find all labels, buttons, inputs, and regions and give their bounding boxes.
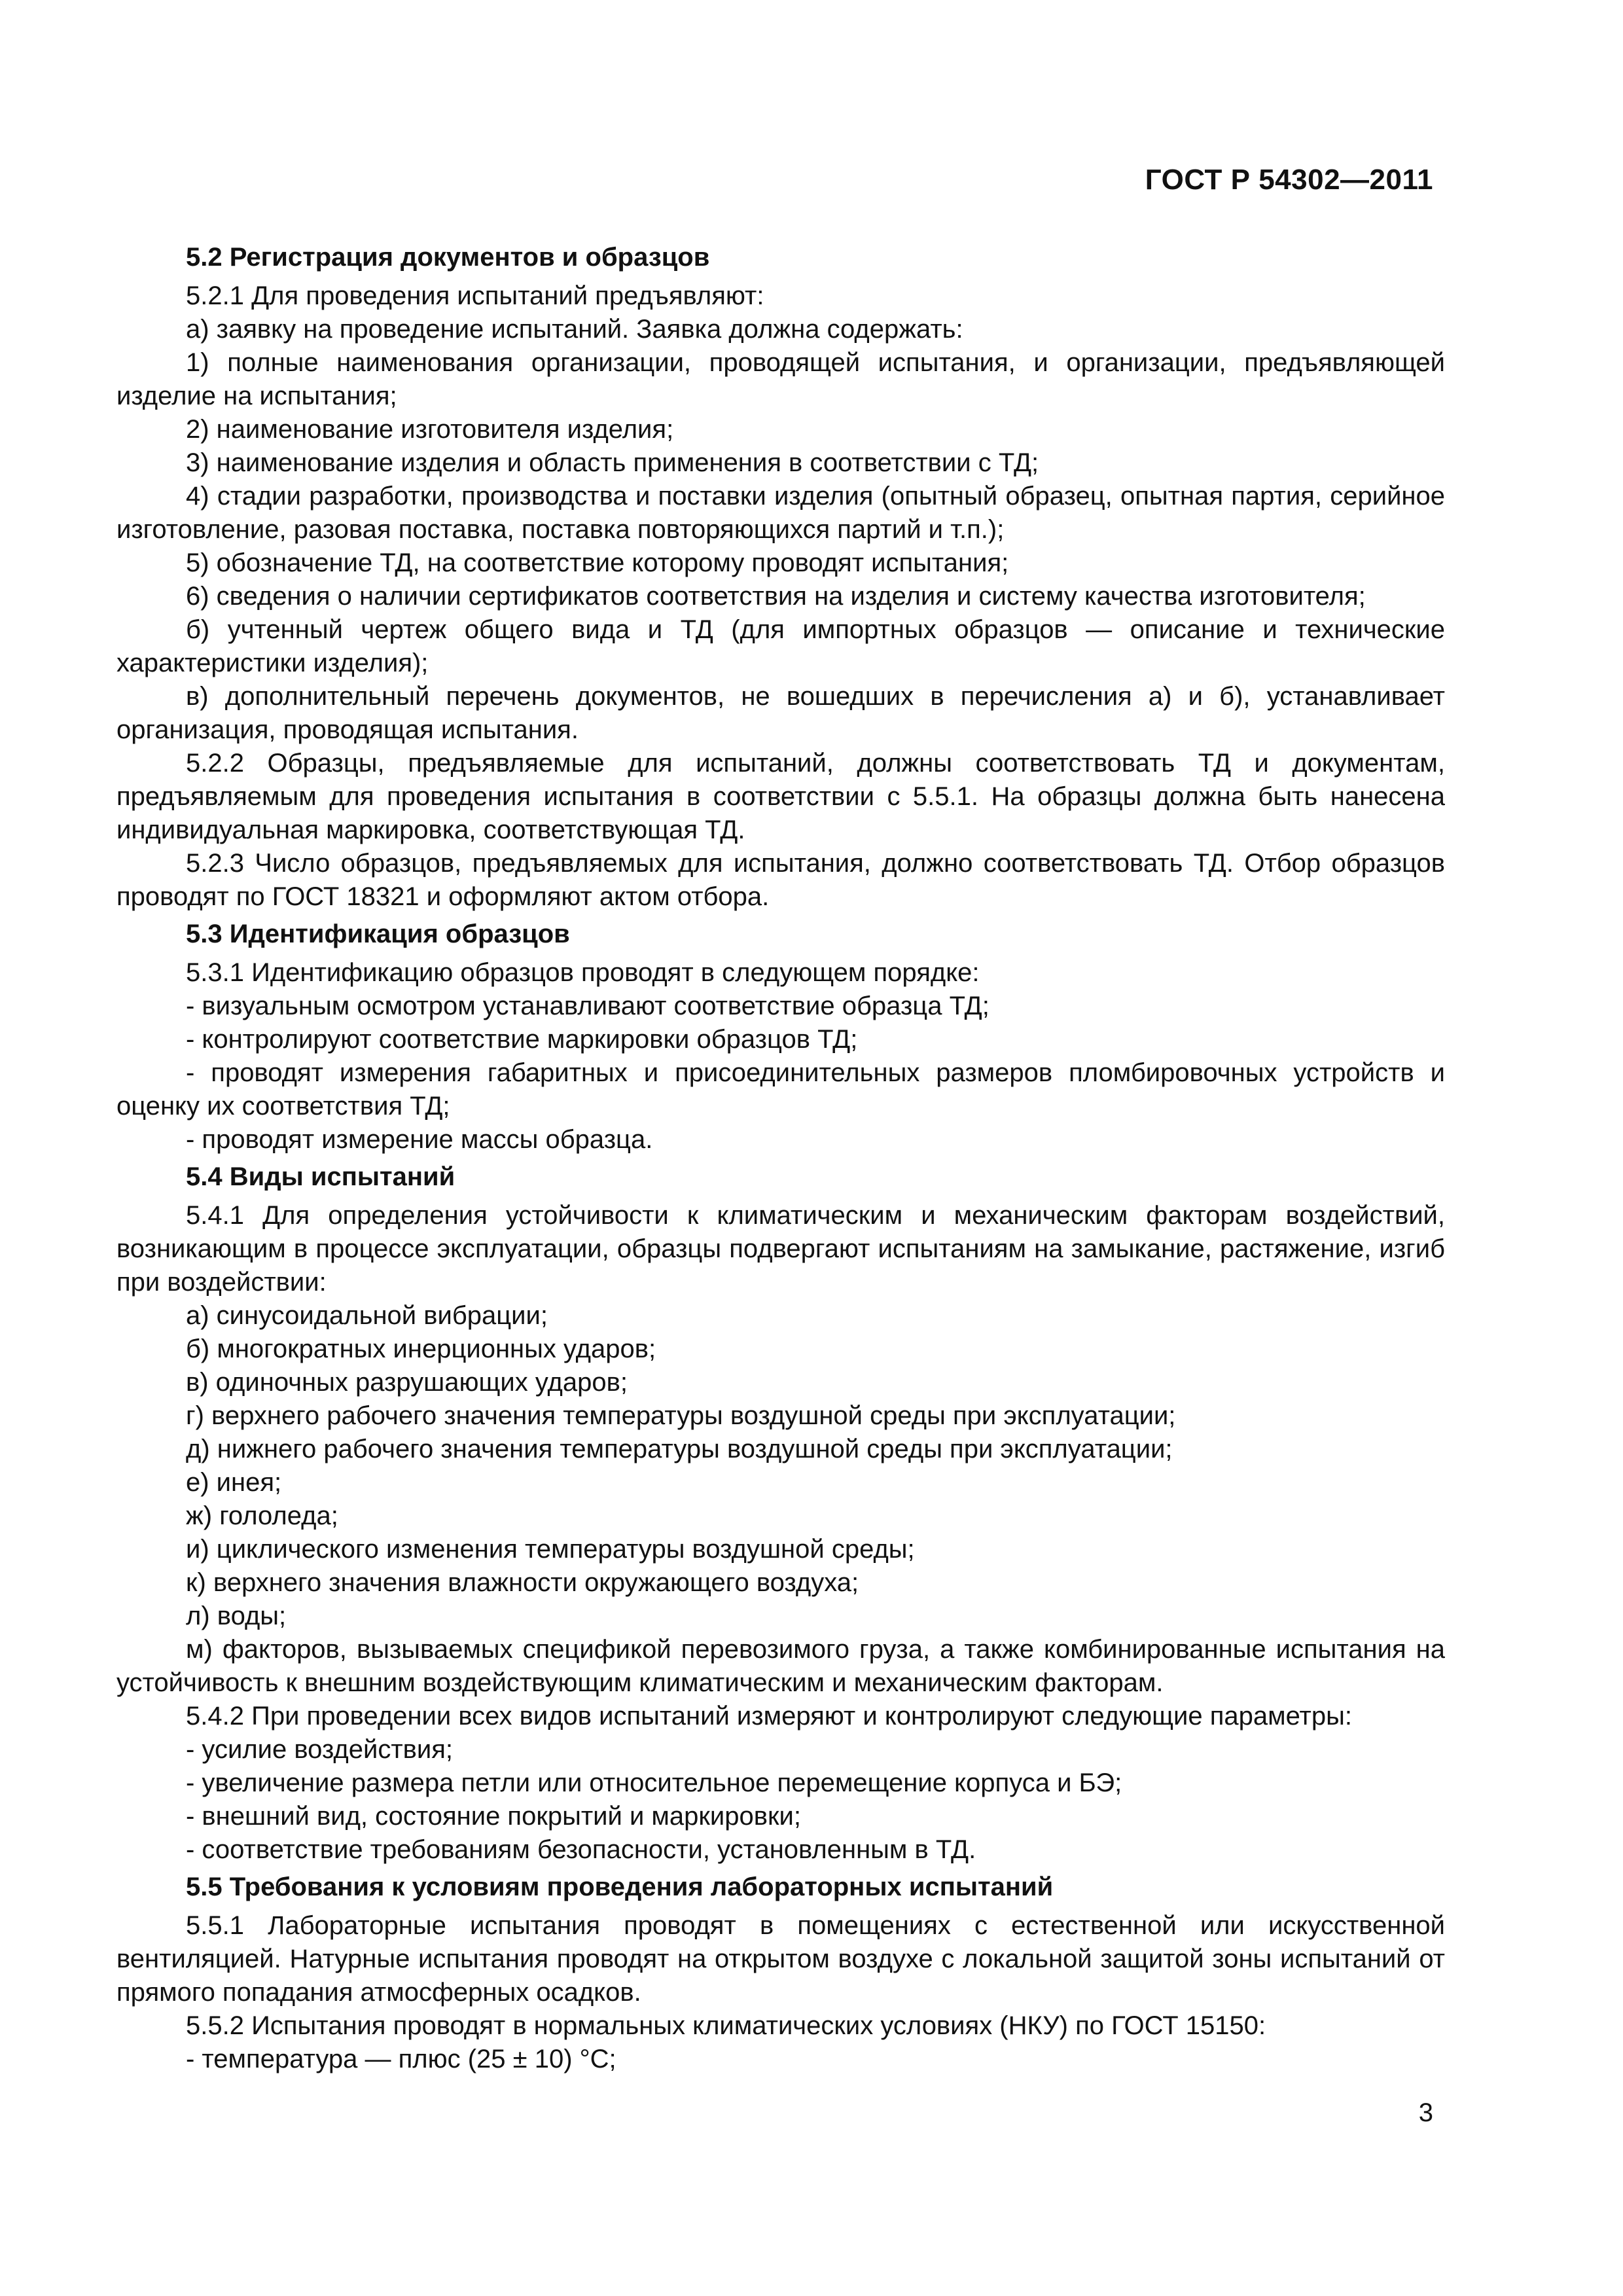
paragraph: - усилие воздействия; [186,1735,454,1764]
paragraph: 3) наименование изделия и область применения в соответствии с ТД; [186,448,1039,477]
paragraph: - увеличение размера петли или относительное перемещение корпуса и БЭ; [186,1768,1122,1797]
paragraph: а) синусоидальной вибрации; [186,1301,548,1330]
paragraph: 5.5.2 Испытания проводят в нормальных климатических условиях (НКУ) по ГОСТ 15150: [186,2011,1266,2040]
paragraph: 5.2.1 Для проведения испытаний предъявляют: [186,281,764,310]
paragraph: г) верхнего рабочего значения температуры воздушной среды при эксплуатации; [186,1401,1176,1430]
paragraph: 2) наименование изготовителя изделия; [186,415,674,444]
paragraph: д) нижнего рабочего значения температуры воздушной среды при эксплуатации; [186,1435,1173,1463]
paragraph: 5.2.3 Число образцов, предъявляемых для испытания, должно соответствовать ТД. Отбор образцов проводят по ГОСТ 18321 и оформляют актом отбора. [116,849,1445,911]
paragraph: 5.2.2 Образцы, предъявляемые для испытаний, должны соответствовать ТД и документам, предъявляемым для проведения испытания в соответствии с 5.5.1. На образцы должна быть нанесена индивидуальная маркировка, соответствующая ТД. [116,749,1445,844]
paragraph: - соответствие требованиям безопасности, установленным в ТД. [186,1835,976,1864]
paragraph: - проводят измерение массы образца. [186,1125,653,1154]
paragraph: в) дополнительный перечень документов, не вошедших в перечисления а) и б), устанавливает организация, проводящая испытания. [116,682,1445,744]
paragraph: и) циклического изменения температуры воздушной среды; [186,1535,915,1564]
paragraph: 5) обозначение ТД, на соответствие которому проводят испытания; [186,548,1009,577]
paragraph: в) одиночных разрушающих ударов; [186,1368,628,1397]
section-heading: 5.2 Регистрация документов и образцов [186,243,710,272]
page-body [116,237,1445,2076]
paragraph: 1) полные наименования организации, проводящей испытания, и организации, предъявляющей изделие на испытания; [116,348,1445,410]
paragraph: к) верхнего значения влажности окружающего воздуха; [186,1568,859,1597]
paragraph: - температура — плюс (25 ± 10) °С; [186,2045,616,2073]
paragraph: - контролируют соответствие маркировки образцов ТД; [186,1025,858,1054]
paragraph: ж) гололеда; [186,1501,338,1530]
paragraph: 5.4.1 Для определения устойчивости к климатическим и механическим факторам воздействий, возникающим в процессе эксплуатации, образцы подвергают испытаниям на замыкание, растяжение, изгиб при воздействии: [116,1201,1445,1297]
section-heading: 5.5 Требования к условиям проведения лабораторных испытаний [186,1873,1054,1901]
paragraph: б) многократных инерционных ударов; [186,1335,656,1363]
paragraph: 5.5.1 Лабораторные испытания проводят в помещениях с естественной или искусственной вентиляцией. Натурные испытания проводят на открытом воздухе с локальной защитой зоны испытаний от прямого попадания атмосферных осадков. [116,1911,1445,2007]
paragraph: - визуальным осмотром устанавливают соответствие образца ТД; [186,992,990,1020]
paragraph: 6) сведения о наличии сертификатов соответствия на изделия и систему качества изготовителя; [186,582,1366,611]
paragraph: 5.3.1 Идентификацию образцов проводят в следующем порядке: [186,958,980,987]
paragraph: 5.4.2 При проведении всех видов испытаний измеряют и контролируют следующие параметры: [186,1702,1352,1731]
paragraph: а) заявку на проведение испытаний. Заявка должна содержать: [186,315,963,344]
paragraph: 4) стадии разработки, производства и поставки изделия (опытный образец, опытная партия, серийное изготовление, разовая поставка, поставка повторяющихся партий и т.п.); [116,482,1445,544]
paragraph: - внешний вид, состояние покрытий и маркировки; [186,1802,801,1831]
page-number: 3 [1418,2098,1433,2127]
section-heading: 5.4 Виды испытаний [186,1162,455,1191]
paragraph: б) учтенный чертеж общего вида и ТД (для импортных образцов — описание и технические характеристики изделия); [116,615,1445,677]
paragraph: е) инея; [186,1468,282,1497]
document-standard-code: ГОСТ Р 54302—2011 [1145,164,1433,196]
section-heading: 5.3 Идентификация образцов [186,920,570,948]
paragraph: - проводят измерения габаритных и присоединительных размеров пломбировочных устройств и оценку их соответствия ТД; [116,1058,1445,1121]
paragraph: м) факторов, вызываемых спецификой перевозимого груза, а также комбинированные испытания на устойчивость к внешним воздействующим климатическим и механическим факторам. [116,1635,1445,1697]
paragraph: л) воды; [186,1602,287,1630]
